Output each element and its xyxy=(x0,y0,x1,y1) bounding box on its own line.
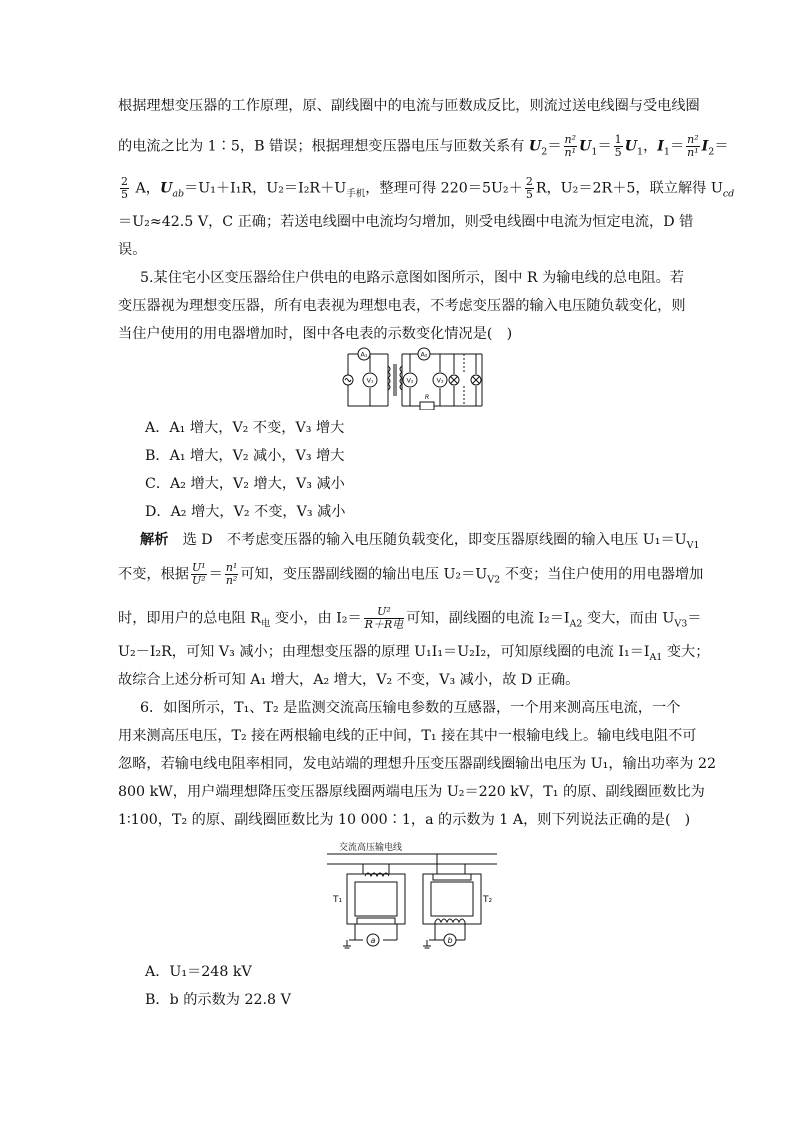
label-r: R xyxy=(424,393,430,401)
analysis-line: 不变，根据 $\frac{\text{U¹}}{\text{U²}}$ ＝ $\frac{\text{n¹}}{\text{n²}}$ 可知，变压器副线圈的输出电压 $U_2=U_{V2}$ 不变；当住户使用的用电器增加 xyxy=(118,561,704,587)
option-b: B．A₁ 增大，V₂ 减小，V₃ 增大 xyxy=(145,448,345,464)
analysis-line: U₂－I₂R，可知 V₃ 减小；由理想变压器的原理 U₁I₁＝U₂I₂，可知原线圈的电流 $I_1=I_{A1}$ 变大； xyxy=(118,644,710,663)
question-6-stem: 800 kW，用户端理想降压变压器原线圈两端电压为 U₂＝220 kV，T₁ 的原、副线圈匝数比为 xyxy=(118,784,705,800)
text-line: ＝U₂≈42.5 V，C 正确；若送电线圈中电流均匀增加，则受电线圈中电流为恒定电流，D 错 xyxy=(118,214,694,230)
option-b: B．b 的示数为 22.8 V xyxy=(145,992,291,1008)
question-6-stem: 6．如图所示，T₁、T₂ 是监测交流高压输电参数的互感器，一个用来测高压电流，一个 xyxy=(140,700,681,716)
label-v1: V₁ xyxy=(366,376,374,385)
label-a1: A₁ xyxy=(360,350,368,359)
question-6-stem: 用来测高压电压，T₂ 接在两根输电线的正中间，T₁ 接在其中一根输电线上。输电线电阻不可 xyxy=(118,728,697,744)
option-a: A．U₁＝248 kV xyxy=(145,964,252,980)
text-line: 根据理想变压器的工作原理，原、副线圈中的电流与匝数成反比，则流过送电线圈与受电线圈 xyxy=(118,98,700,114)
analysis-line: 解析 选 D 不考虑变压器的输入电压随负载变化，即变压器原线圈的输入电压 $U_1=U_{V1}$ xyxy=(140,532,700,551)
label-a2: A₂ xyxy=(420,350,428,359)
line-label: 交流高压输电线 xyxy=(339,843,403,853)
analysis-line: 时，即用户的总电阻 $R_电$ 变小，由 I₂＝ U² R＋R电 可知，副线圈的电流 $I_2=I_{A2}$ 变大，而由 $U_{V3}=$ xyxy=(118,605,702,631)
analysis-line: 故综合上述分析可知 A₁ 增大，A₂ 增大，V₂ 不变，V₃ 减小，故 D 正确。 xyxy=(118,672,580,688)
question-5-stem: 5.某住宅小区变压器给住户供电的电路示意图如图所示，图中 R 为输电线的总电阻。若 xyxy=(140,270,684,286)
label-t2: T₂ xyxy=(483,895,493,905)
resistor-r xyxy=(420,402,434,410)
text-line: $\frac{2}{5}$ A，$U_{ab}=U_1+I_1R$，$U_2=I_2R+U_{手机}$，整理可得 220＝5U₂＋ $\frac{2}{5}$ R，U₂＝2R＋5，联立解得 $U_{cd}$ xyxy=(121,175,735,201)
question-6-stem: 1∶100，T₂ 的原、副线圈匝数比为 10 000∶1，a 的示数为 1 A，则下列说法正确的是( ) xyxy=(118,812,691,828)
label-t1: T₁ xyxy=(333,895,343,905)
label-meter-b: b xyxy=(447,936,453,945)
text-line: 误。 xyxy=(118,242,147,258)
option-d: D．A₂ 增大，V₂ 不变，V₃ 减小 xyxy=(145,504,346,520)
option-a: A．A₁ 增大，V₂ 不变，V₃ 增大 xyxy=(145,420,345,436)
transformer-diagram xyxy=(325,836,500,952)
text-line: 的电流之比为 1∶5，B 错误；根据理想变压器电压与匝数关系有 $U_2=$ $\frac{\text{n²}}{\text{n¹}}$ $U_1=$ $\frac{1}{5}$ $U_1$，$I_1=$ $\frac{\text{n²}}{\text{n¹}}$ $I_2=$ xyxy=(118,133,729,159)
analysis-label: 解析 xyxy=(140,532,169,548)
label-v3: V₃ xyxy=(436,376,444,385)
question-5-stem: 当住户使用的用电器增加时，图中各电表的示数变化情况是( ) xyxy=(118,326,513,342)
question-5-stem: 变压器视为理想变压器，所有电表视为理想电表，不考虑变压器的输入电压随负载变化，则 xyxy=(118,298,686,314)
circuit-diagram xyxy=(330,346,490,410)
label-meter-a: a xyxy=(370,936,376,945)
question-6-stem: 忽略，若输电线电阻率相同，发电站端的理想升压变压器副线圈输出电压为 U₁，输出功率为 22 xyxy=(118,756,717,772)
option-c: C．A₂ 增大，V₂ 增大，V₃ 减小 xyxy=(145,476,345,492)
label-v2: V₂ xyxy=(406,376,414,385)
